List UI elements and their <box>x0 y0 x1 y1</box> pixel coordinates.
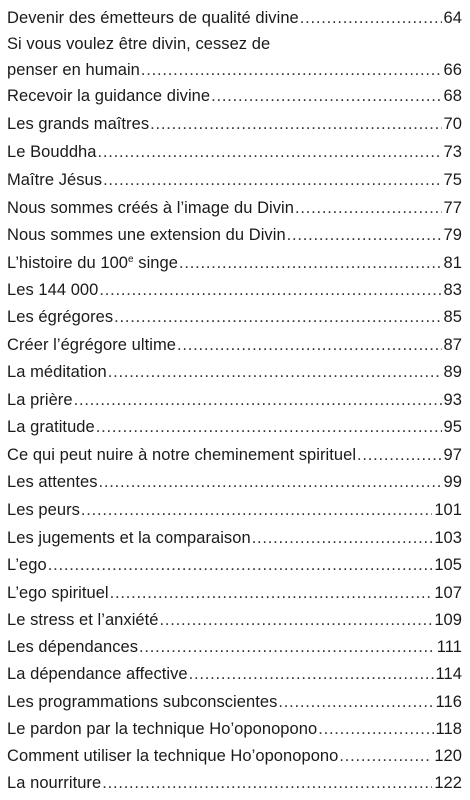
dot-leader <box>139 634 435 660</box>
toc-entry-title: Les attentes <box>7 473 98 491</box>
toc-entry-title: L’histoire du 100e singe <box>7 254 178 272</box>
dot-leader <box>96 414 442 440</box>
toc-entry <box>7 5 462 31</box>
toc-entry-page: 95 <box>443 418 462 436</box>
dot-leader <box>318 716 433 742</box>
toc-entry <box>7 222 462 248</box>
dot-leader <box>141 57 442 83</box>
toc-entry-page: 99 <box>443 473 462 491</box>
toc-entry <box>7 250 462 276</box>
toc-entry-page: 109 <box>434 611 462 629</box>
toc-entry-title: Le stress et l’anxiété <box>7 611 159 629</box>
toc-entry-title: Ce qui peut nuire à notre cheminement spirituel <box>7 446 357 464</box>
toc-entry <box>7 387 462 413</box>
dot-leader <box>74 387 442 413</box>
toc-entry-page: 73 <box>443 143 462 161</box>
toc-entry-page: 81 <box>443 254 462 272</box>
toc-entry <box>7 139 462 165</box>
toc-entry <box>7 525 462 551</box>
toc-entry-page: 103 <box>434 529 462 547</box>
toc-entry <box>7 469 462 495</box>
toc-entry-page: 118 <box>435 720 462 738</box>
toc-entry-page: 101 <box>434 501 462 519</box>
toc-entry-page: 68 <box>443 87 462 105</box>
toc-entry-title: Créer l’égrégore ultime <box>7 336 176 354</box>
dot-leader <box>179 250 442 276</box>
dot-leader <box>252 525 433 551</box>
dot-leader <box>102 770 432 796</box>
dot-leader <box>160 607 433 633</box>
toc-entry-title: La dépendance affective <box>7 665 188 683</box>
dot-leader <box>110 580 433 606</box>
toc-entry-page: 93 <box>443 391 462 409</box>
toc-entry-page: 97 <box>443 446 462 464</box>
toc-entry <box>7 770 462 796</box>
dot-leader <box>339 743 432 769</box>
toc-entry <box>7 689 462 715</box>
dot-leader <box>99 277 441 303</box>
toc-entry <box>7 743 462 769</box>
toc-entry-title: Les grands maîtres <box>7 115 150 133</box>
toc-entry-title: La prière <box>7 391 73 409</box>
dot-leader <box>98 139 442 165</box>
toc-entry <box>7 332 462 358</box>
toc-entry <box>7 83 462 109</box>
toc-entry-title: La nourriture <box>7 774 102 792</box>
toc-entry <box>7 661 462 687</box>
toc-entry-title: Les 144 000 <box>7 281 99 299</box>
toc-entry-title: Les peurs <box>7 501 80 519</box>
dot-leader <box>189 661 434 687</box>
toc-entry-page: 87 <box>443 336 462 354</box>
toc-entry <box>7 716 462 742</box>
toc-entry <box>7 580 462 606</box>
toc-entry-page: 83 <box>443 281 462 299</box>
toc-entry-page: 75 <box>443 171 462 189</box>
toc-entry-title: Nous sommes créés à l’image du Divin <box>7 199 294 217</box>
toc-entry-title: Recevoir la guidance divine <box>7 87 211 105</box>
toc-entry <box>7 195 462 221</box>
toc-entry-title-line1: Si vous voulez être divin, cessez de <box>7 35 271 53</box>
toc-entry-title: L’ego spirituel <box>7 584 109 602</box>
toc-entry-title: Les égrégores <box>7 308 114 326</box>
toc-entry-title: Comment utiliser la technique Ho’oponopono <box>7 747 339 765</box>
toc-entry <box>7 634 462 660</box>
toc-entry-title: Les programmations subconscientes <box>7 693 278 711</box>
dot-leader <box>357 442 442 468</box>
dot-leader <box>150 111 441 137</box>
toc-entry-title: Devenir des émetteurs de qualité divine <box>7 9 299 27</box>
dot-leader <box>300 5 442 31</box>
toc-entry-title: Le Bouddha <box>7 143 97 161</box>
toc-entry-page: 120 <box>434 747 462 765</box>
dot-leader <box>103 167 441 193</box>
toc-entry <box>7 277 462 303</box>
toc-entry-title: Maître Jésus <box>7 171 103 189</box>
toc-entry-page: 70 <box>443 115 462 133</box>
toc-entry-page: 79 <box>443 226 462 244</box>
toc-entry-page: 85 <box>443 308 462 326</box>
dot-leader <box>114 304 441 330</box>
toc-entry-page: 77 <box>443 199 462 217</box>
toc-entry-title: Les jugements et la comparaison <box>7 529 251 547</box>
toc-entry <box>7 31 462 83</box>
dot-leader <box>48 552 433 578</box>
toc-entry-page: 64 <box>443 9 462 27</box>
toc-entry-title-line2: penser en humain <box>7 61 140 79</box>
toc-entry-page: 89 <box>443 363 462 381</box>
toc-entry-title: La gratitude <box>7 418 95 436</box>
dot-leader <box>177 332 442 358</box>
toc-entry-title: Le pardon par la technique Ho’oponopono <box>7 720 318 738</box>
toc-entry-page: 116 <box>435 693 462 711</box>
toc-entry <box>7 414 462 440</box>
toc-entry-page: 122 <box>434 774 462 792</box>
toc-entry-page: 66 <box>443 61 462 79</box>
toc-entry-page: 107 <box>434 584 462 602</box>
toc-entry <box>7 167 462 193</box>
toc-entry <box>7 442 462 468</box>
dot-leader <box>287 222 442 248</box>
toc-entry <box>7 359 462 385</box>
dot-leader <box>99 469 442 495</box>
toc-entry-title: Nous sommes une extension du Divin <box>7 226 286 244</box>
toc-entry <box>7 607 462 633</box>
toc-entry-page: 105 <box>434 556 462 574</box>
toc-entry <box>7 111 462 137</box>
dot-leader <box>81 497 432 523</box>
toc-entry-title: La méditation <box>7 363 107 381</box>
toc-entry <box>7 552 462 578</box>
toc-entry-title: L’ego <box>7 556 47 574</box>
dot-leader <box>108 359 442 385</box>
toc-entry <box>7 304 462 330</box>
toc-entry-title: Les dépendances <box>7 638 139 656</box>
dot-leader <box>278 689 433 715</box>
toc-entry-page: 111 <box>436 638 462 656</box>
toc-entry <box>7 497 462 523</box>
ordinal-superscript: e <box>128 254 134 265</box>
dot-leader <box>295 195 442 221</box>
dot-leader <box>211 83 441 109</box>
toc-entry-page: 114 <box>435 665 462 683</box>
